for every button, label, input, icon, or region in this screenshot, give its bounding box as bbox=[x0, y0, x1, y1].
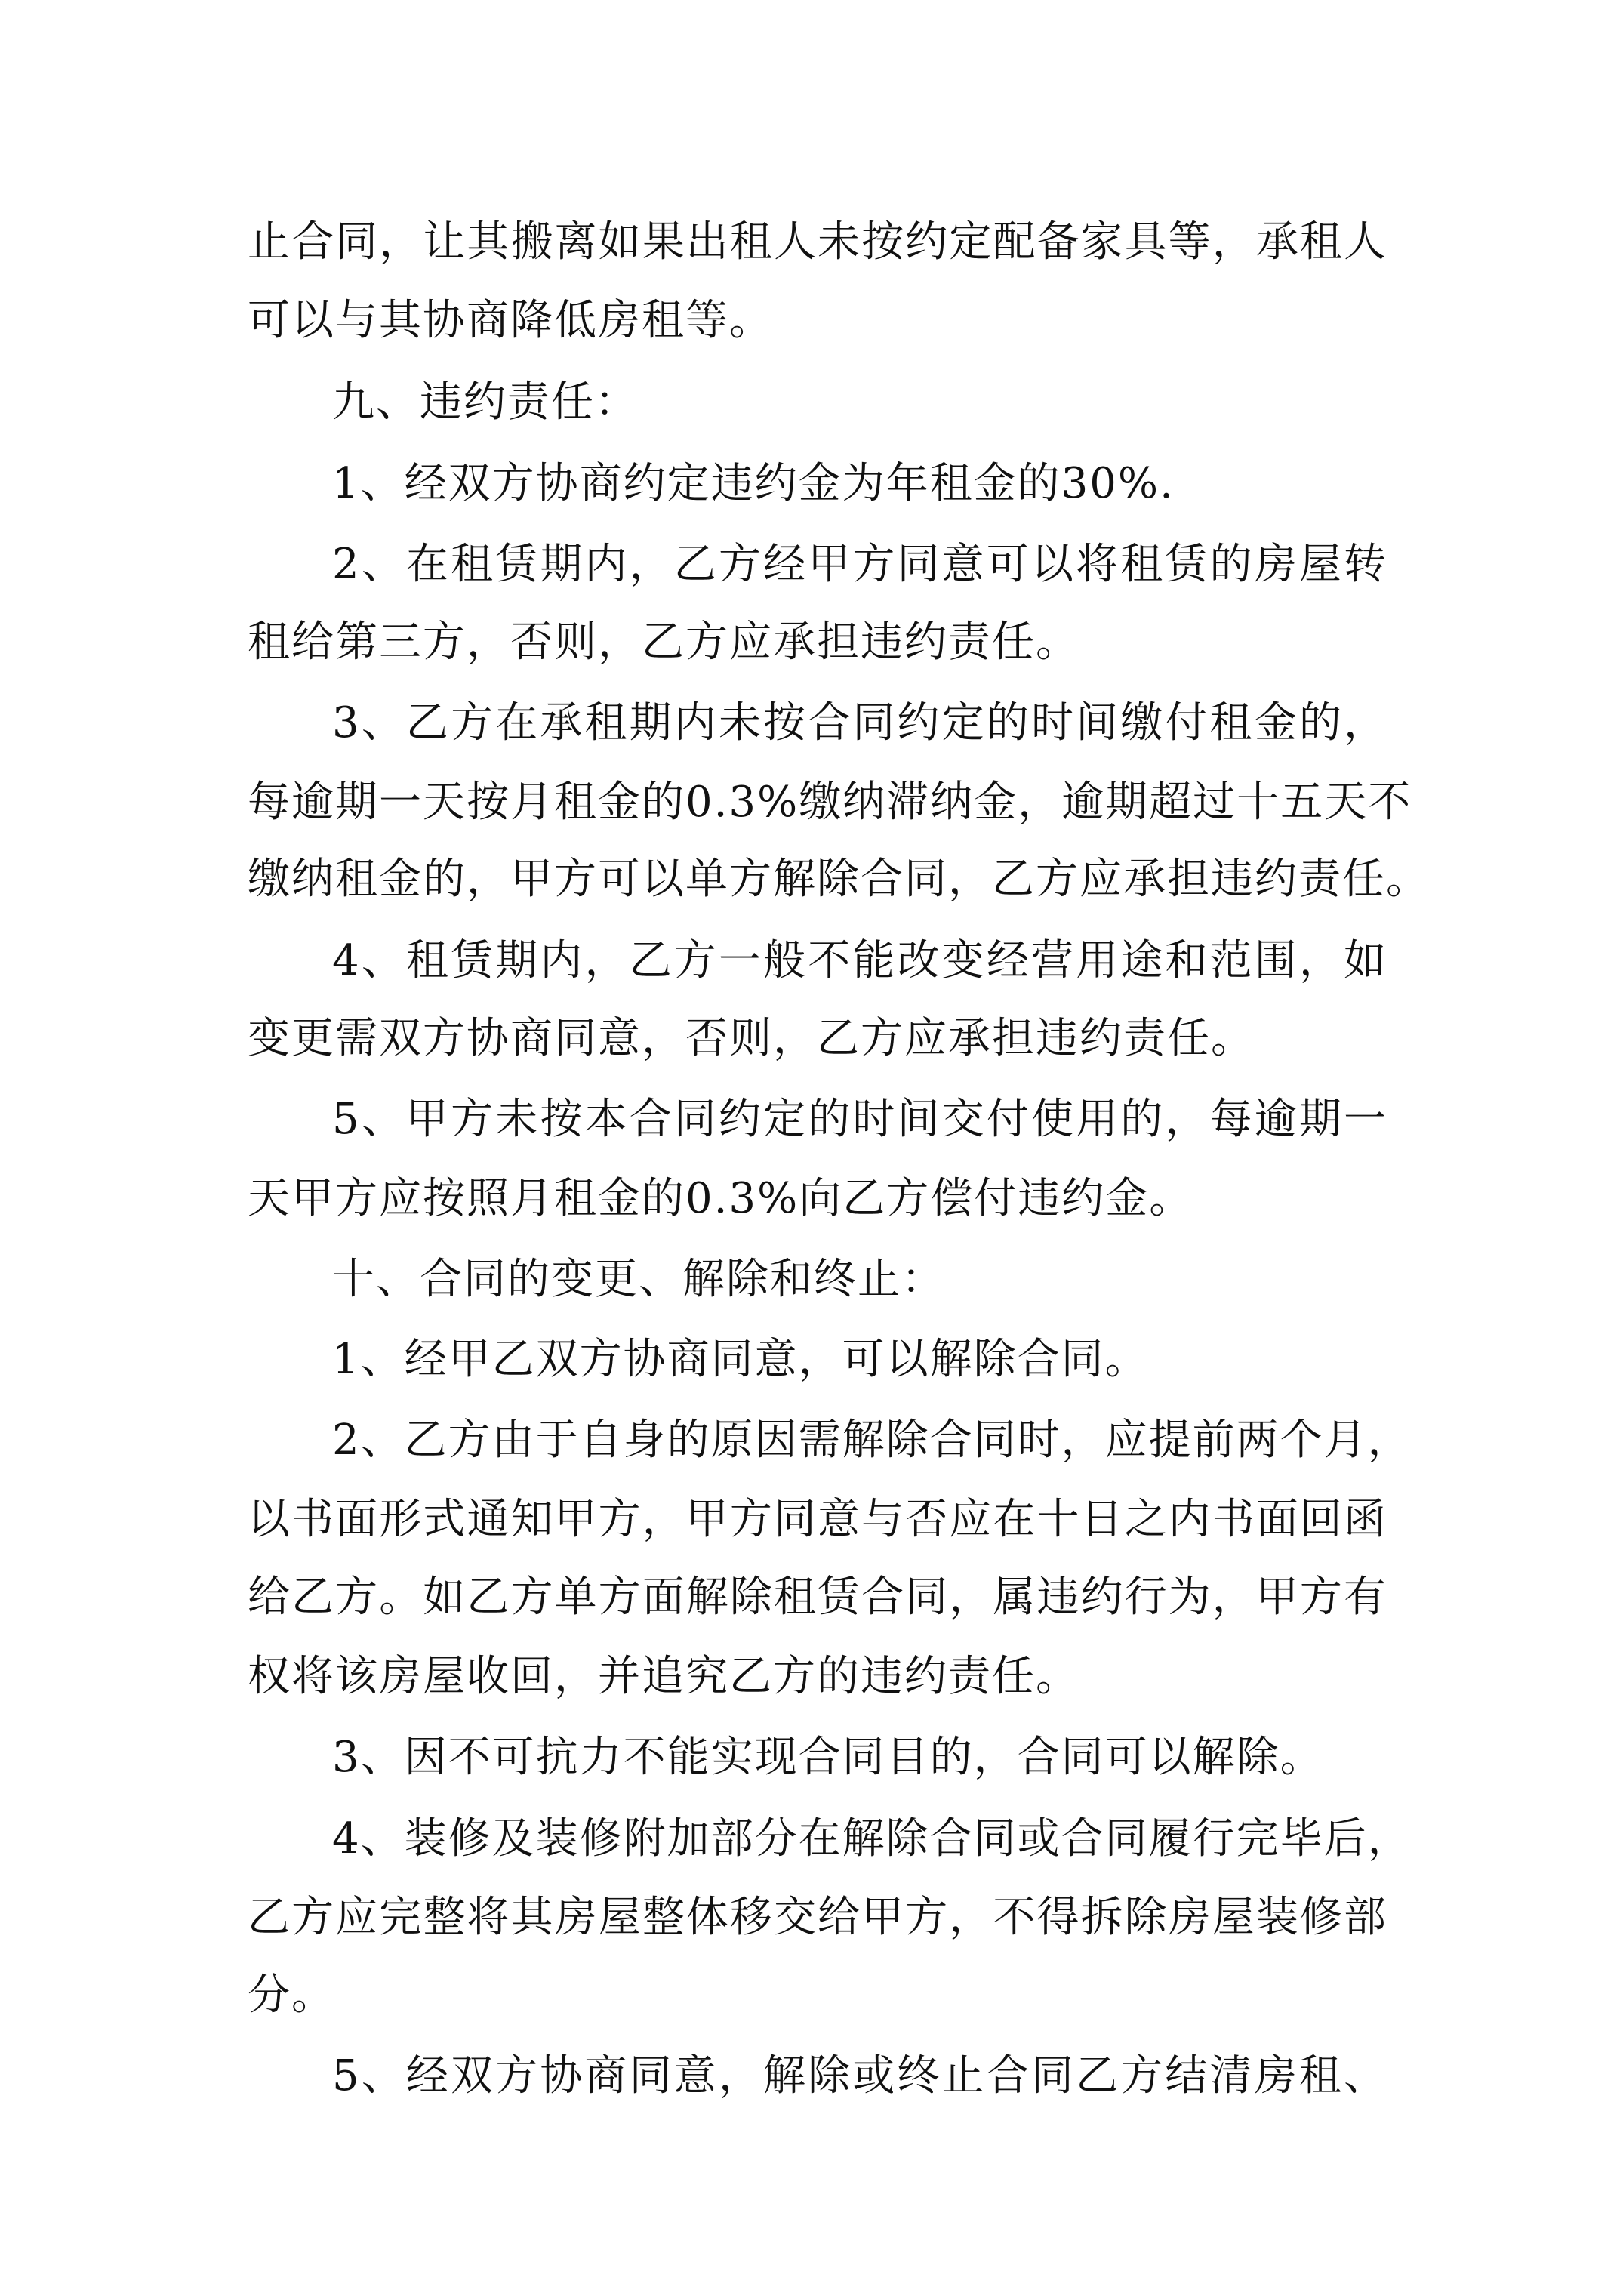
text-line: 每逾期一天按月租金的0.3%缴纳滞纳金，逾期超过十五天不 bbox=[248, 778, 1412, 827]
text-line: 租给第三方，否则，乙方应承担违约责任。 bbox=[248, 618, 1079, 667]
text-line: 止合同，让其搬离如果出租人未按约定配备家具等，承租人 bbox=[248, 217, 1387, 267]
text-line: 4、租赁期内，乙方一般不能改变经营用途和范围，如 bbox=[332, 936, 1387, 985]
text-line: 缴纳租金的，甲方可以单方解除合同，乙方应承担违约责任。 bbox=[248, 855, 1430, 904]
text-line: 权将该房屋收回，并追究乙方的违约责任。 bbox=[248, 1652, 1079, 1701]
section-heading: 十、合同的变更、解除和终止： bbox=[332, 1255, 945, 1304]
text-line: 乙方应完整将其房屋整体移交给甲方，不得拆除房屋装修部 bbox=[248, 1893, 1387, 1942]
text-line: 天甲方应按照月租金的0.3%向乙方偿付违约金。 bbox=[248, 1174, 1193, 1223]
text-line: 5、甲方未按本合同约定的时间交付使用的，每逾期一 bbox=[332, 1095, 1387, 1144]
text-line: 1、经甲乙双方协商同意，可以解除合同。 bbox=[332, 1335, 1149, 1384]
text-line: 5、经双方协商同意，解除或终止合同乙方结清房租、 bbox=[332, 2051, 1387, 2100]
text-line: 1、经双方协商约定违约金为年租金的30%. bbox=[332, 459, 1175, 508]
text-line: 2、乙方由于自身的原因需解除合同时，应提前两个月， bbox=[332, 1416, 1412, 1465]
text-line: 给乙方。如乙方单方面解除租赁合同，属违约行为，甲方有 bbox=[248, 1573, 1387, 1622]
text-line: 3、因不可抗力不能实现合同目的，合同可以解除。 bbox=[332, 1733, 1324, 1782]
section-heading: 九、违约责任： bbox=[332, 378, 639, 427]
text-line: 4、装修及装修附加部分在解除合同或合同履行完毕后， bbox=[332, 1814, 1412, 1863]
text-line: 3、乙方在承租期内未按合同约定的时间缴付租金的， bbox=[332, 698, 1387, 747]
text-line: 分。 bbox=[248, 1971, 335, 2020]
text-line: 以书面形式通知甲方，甲方同意与否应在十日之内书面回函 bbox=[248, 1495, 1387, 1544]
text-line: 2、在租赁期内，乙方经甲方同意可以将租赁的房屋转 bbox=[332, 540, 1387, 589]
text-line: 可以与其协商降低房租等。 bbox=[248, 296, 773, 345]
text-line: 变更需双方协商同意，否则，乙方应承担违约责任。 bbox=[248, 1014, 1255, 1063]
